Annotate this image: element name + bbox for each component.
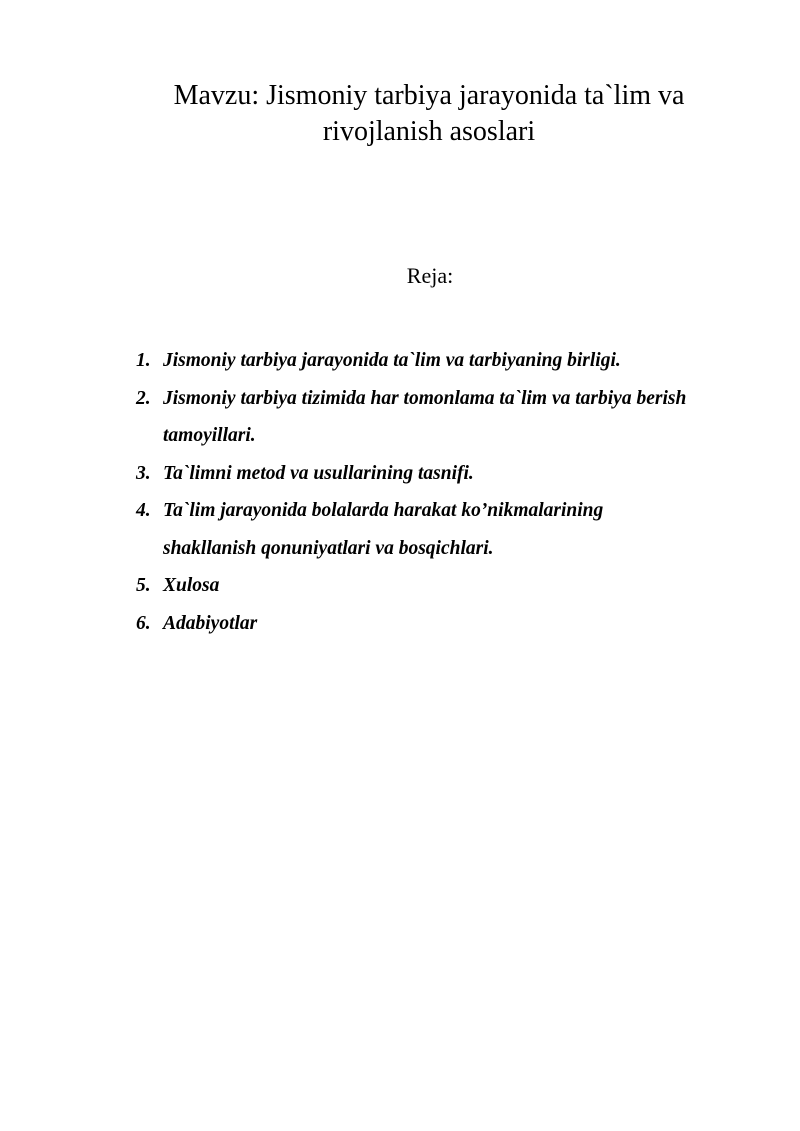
- plan-item-line: Ta`limni metod va usullarining tasnifi.: [163, 462, 474, 484]
- plan-item-number: 5.: [136, 575, 151, 596]
- plan-item-line: Ta`lim jarayonida bolalarda harakat ko’nikmalarining: [163, 500, 604, 521]
- plan-item-number: 1.: [136, 350, 151, 371]
- plan-item: [136, 605, 756, 643]
- plan-item-line: Xulosa: [163, 575, 220, 596]
- plan-item-line: Jismoniy tarbiya tizimida har tomonlama ta`lim va tarbiya berish: [163, 387, 687, 409]
- title-line-2: rivojlanish asoslari: [322, 116, 536, 147]
- plan-item-line: Adabiyotlar: [163, 612, 258, 634]
- title-line-1: Mavzu: Jismoniy tarbiya jarayonida ta`lim va: [173, 80, 685, 111]
- plan-item: [136, 567, 756, 605]
- plan-item-line: shakllanish qonuniyatlari va bosqichlari.: [163, 537, 494, 559]
- plan-item-number: 2.: [136, 387, 151, 409]
- plan-item-text: [163, 380, 756, 455]
- plan-item-line: Jismoniy tarbiya jarayonida ta`lim va tarbiyaning birligi.: [163, 350, 621, 371]
- page-title: [100, 78, 758, 150]
- plan-item: [136, 455, 756, 493]
- plan-item: [136, 380, 756, 455]
- plan-item-number: 4.: [136, 500, 151, 521]
- plan-item-line: tamoyillari.: [163, 425, 256, 446]
- plan-item-text: [163, 342, 756, 380]
- plan-heading: Reja:: [406, 263, 454, 288]
- plan-item: [136, 342, 756, 380]
- plan-item-number: 3.: [136, 462, 151, 484]
- plan-item: [136, 492, 756, 567]
- plan-item-text: [163, 455, 756, 493]
- plan-item-number: 6.: [136, 612, 151, 634]
- plan-list: [136, 342, 756, 642]
- plan-item-text: [163, 605, 756, 643]
- plan-item-text: [163, 492, 756, 567]
- plan-item-text: [163, 567, 756, 605]
